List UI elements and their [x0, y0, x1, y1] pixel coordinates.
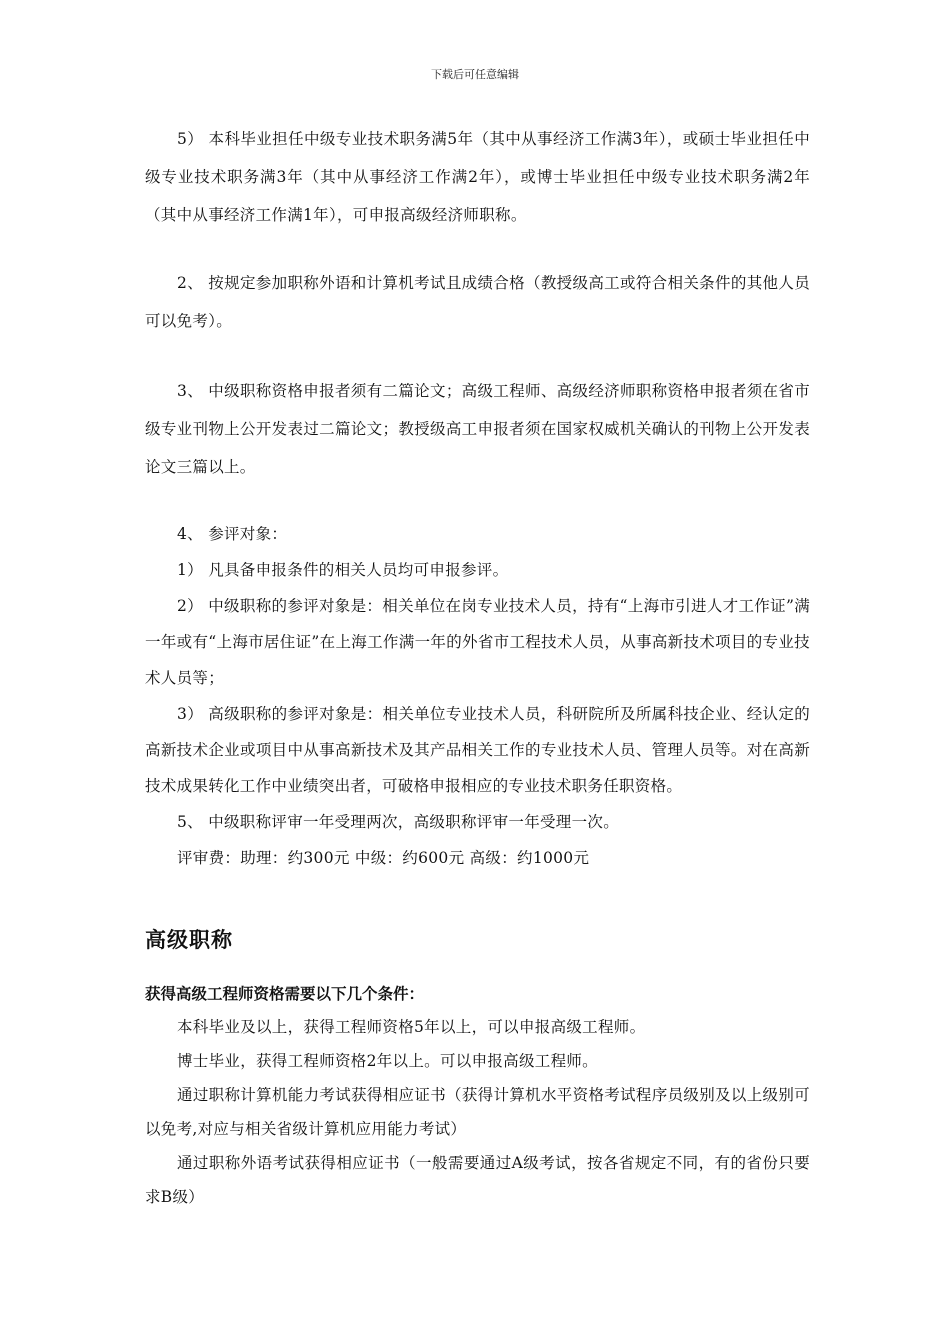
section-title: 高级职称 [145, 928, 233, 952]
item4-sub1: 1） 凡具备申报条件的相关人员均可申报参评。 [177, 561, 509, 579]
conditions-list [145, 1010, 810, 1214]
condition-item: 通过职称外语考试获得相应证书（一般需要通过A级考试，按各省规定不同，有的省份只要求B级） [145, 1154, 810, 1206]
section-subtitle: 获得高级工程师资格需要以下几个条件： [145, 985, 425, 1003]
paragraph-item2: 2、 按规定参加职称外语和计算机考试且成绩合格（教授级高工或符合相关条件的其他人员可以免考）。 [145, 274, 810, 330]
condition-item: 通过职称计算机能力考试获得相应证书（获得计算机水平资格考试程序员级别及以上级别可以免考,对应与相关省级计算机应用能力考试） [145, 1086, 810, 1138]
condition-item: 博士毕业，获得工程师资格2年以上。可以申报高级工程师。 [177, 1052, 598, 1070]
fees-paragraph: 评审费：助理：约300元 中级：约600元 高级：约1000元 [177, 849, 590, 867]
item4-title: 4、 参评对象： [177, 525, 288, 543]
paragraph-item3: 3、 中级职称资格申报者须有二篇论文；高级工程师、高级经济师职称资格申报者须在省市级专业刊物上公开发表过二篇论文；教授级高工申报者须在国家权威机关确认的刊物上公开发表论文三篇以上。 [145, 382, 810, 476]
item5-paragraph: 5、 中级职称评审一年受理两次，高级职称评审一年受理一次。 [177, 813, 619, 831]
condition-item: 本科毕业及以上，获得工程师资格5年以上，可以申报高级工程师。 [177, 1018, 646, 1036]
paragraph-item5-sub5: 5） 本科毕业担任中级专业技术职务满5年（其中从事经济工作满3年），或硕士毕业担任中级专业技术职务满3年（其中从事经济工作满2年），或博士毕业担任中级专业技术职务满2年（其中从事经济工作满1年），可申报高级经济师职称。 [145, 130, 810, 224]
page-header: 下载后可任意编辑 [431, 68, 519, 81]
item4-sub2: 2） 中级职称的参评对象是：相关单位在岗专业技术人员，持有“上海市引进人才工作证”满一年或有“上海市居住证”在上海工作满一年的外省市工程技术人员，从事高新技术项目的专业技术人员等； [145, 597, 810, 687]
item4-sub3: 3） 高级职称的参评对象是：相关单位专业技术人员，科研院所及所属科技企业、经认定的高新技术企业或项目中从事高新技术及其产品相关工作的专业技术人员、管理人员等。对在高新技术成果转化工作中业绩突出者，可破格申报相应的专业技术职务任职资格。 [145, 705, 810, 795]
paragraph-item4 [145, 516, 810, 876]
